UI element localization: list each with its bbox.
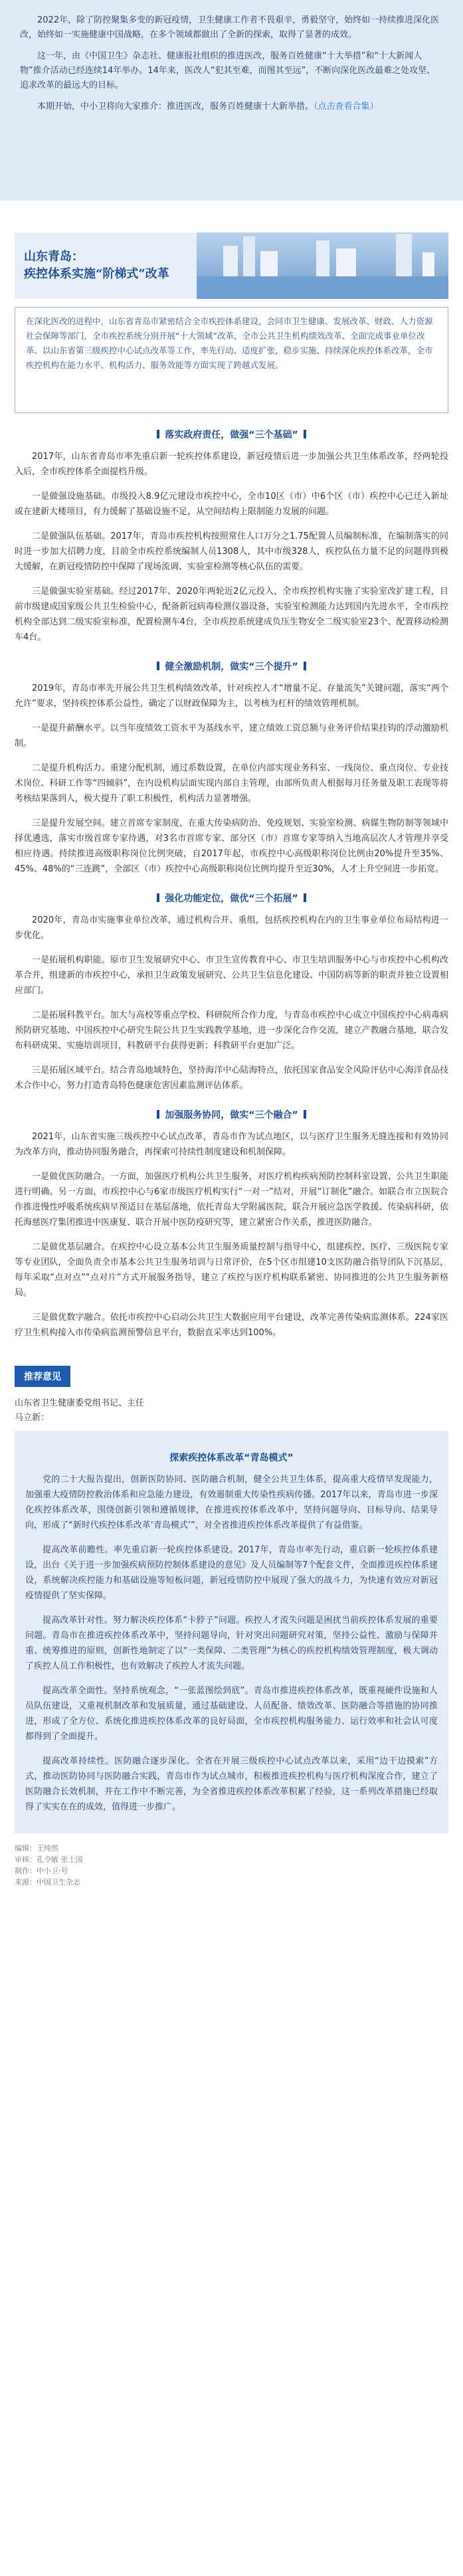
author-byline [15, 1396, 448, 1426]
section-heading: 落实政府责任，做强“三个基础” [15, 428, 448, 441]
section-banner [15, 232, 448, 299]
body-paragraph: 一是拓展机构职能。原市卫生发展研究中心、市卫生宣传教育中心、市卫生培训服务中心与市疾控中心机构改革合并，组建新的市疾控中心，承担卫生政策发展研究、公共卫生信息化建设、中国防病等新的职责并独立设置相应部门。 [15, 955, 448, 996]
credit-editor: 编辑：王纯然 [15, 1844, 58, 1853]
top-intro-box [0, 0, 463, 201]
author-name: 马立新： [15, 1413, 50, 1423]
section-heading: 健全激励机制，做实“三个提升” [15, 660, 448, 673]
recommendation-tag: 推荐意见 [15, 1366, 70, 1387]
body-paragraph: 2020年，青岛市实施事业单位改革，通过机构合并、重组，包括疾控机构在内的卫生事业单位布局结构进一步优化。 [15, 915, 448, 941]
body-paragraph: 提高改革全面性。坚持系统观念，“一张蓝图绘到底”。青岛市推进疾控体系改革，既重视硬件设施和人员队伍建设，又重视机制改革和发展质量，通过基础建设、人员配备、绩效改革、医防融合等措施的协同推进，形成了全方位、系统化推进疾控体系改革的良好局面，全市疾控机构服务能力、运行效率和社会认可度都得到了全面提升。 [25, 1686, 438, 1742]
body-paragraph: 2021年，山东省实施三级疾控中心试点改革，青岛市作为试点地区，以与医疗卫生服务无缝连接和有效协同为改革方向，推动协同服务融合，再探索可持续性制度建设和机制保障。 [15, 1132, 448, 1157]
banner-title-line2: 疾控体系实施“阶梯式”改革 [24, 267, 169, 281]
body-paragraph: 二是提升机构活力。重建分配机制，通过系数设置，在单位内部实现业务科室、一线岗位、重点岗位、专业技术岗位、科研工作等“四倾斜”，在内设机构层面实现内部自主管理，由部所负责人根据每月任务量及职工表现等将考核结果落到人，极大提升了职工积极性，机构活力显著增强。 [15, 763, 448, 804]
body-paragraph: 二是做优基层融合。在疾控中心设立基本公共卫生服务质量控制与指导中心，组建疾控、医疗、三级医院专家等专业团队，全面负责全市基本公共卫生服务培训与日常评价，在5个区市组建10支医防融合指导团队下沉基层，每年采取“点对点”“点对片”方式开展服务指导，建立了疾控与医疗机构联系紧密、协同推进的公共卫生服务新格局。 [15, 1242, 448, 1298]
section-heading: 强化功能定位，做优“三个拓展” [15, 891, 448, 905]
author-title: 山东省卫生健康委党组书记、主任 [15, 1398, 145, 1408]
body-paragraph: 二是做强队伍基础。2017年，青岛市疾控机构按照常住人口万分之1.75配置人员编制标准，在编制落实的同时进一步加大招聘力度，目前全市疾控系统编制人员1308人，其中市级328人，疾控队伍力量不足的问题得到极大缓解，在新冠疫情防控中保障了现场流调、实验室检测等核心队伍的需要。 [15, 531, 448, 572]
city-skyline-image [197, 232, 448, 299]
intro-paragraph [20, 100, 443, 114]
body-paragraph: 2017年，山东省青岛市率先重启新一轮疾控体系建设，新冠疫情后进一步加强公共卫生体系改革，经两轮投入后，全市疾控体系全面提档升级。 [15, 452, 448, 477]
summary-box: 在深化医改的进程中，山东省青岛市紧密结合全市疾控体系建设，会同市卫生健康、发展改革、财政、人力资源社会保障等部门，全市疾控系统分别开展“十大领域”改革，全市公共卫生机构绩效改革、全面完成事业单位改革、以山东省第三级疾控中心试点改革等工作，率先行动、适度扩张，稳步实施、持续深化疾控体系改革，全市疾控机构在能力水平、机构活力、服务效能等方面实现了跨越式发展。 [15, 307, 448, 413]
body-paragraph: 二是拓展科教平台。加大与高校等重点学校、科研院所合作力度，与青岛市疾控中心成立中国疾控中心病毒病预防研究基地、中国疾控中心研究生院公共卫生实践教学基地，进一步深化合作交流，建立产教融合基地，联合发布科研成果、实施培训项目，科教研平台获得更新；科教研平台更加广泛。 [15, 1010, 448, 1051]
body-paragraph: 一是做强设施基础。市级投入8.9亿元建设市疾控中心，全市10区（市）中6个区（市）疾控中心已迁入新址或在建新大楼项目，有力缓解了基础设施不足，从空间结构上限制能力发展的问题。 [15, 492, 448, 517]
body-paragraph: 2019年，青岛市率先开展公共卫生机构绩效改革，针对疾控人才“增量不足、存量流失”关键问题，落实“两个允许”要求，坚持疾控体系公益性，确定了以财政保障为主，以考核为杠杆的绩效管理机制。 [15, 684, 448, 709]
article-body [0, 428, 463, 1340]
credit-reviewer: 审核：孔令敏 张士国 [15, 1855, 83, 1864]
intro-text: 本期开始，中小卫将向大家推介：推进医改，服务百姓健康十大新举措。 [37, 102, 314, 112]
body-paragraph: 一是做优医防融合。一方面，加强医疗机构公共卫生服务，对医疗机构疾病预防控制科室设置、公共卫生职能进行明确。另一方面，市疾控中心与6家市级医疗机构实行“一对一”结对，开展“订制化”融合。如联合市立医院合作推进慢性呼吸系统疾病早预适目在基层落地，依托青岛大学附属医院，联合开展应急医学救援、传染病科研，依托海慈医疗集团推进中医康复、联合开展中医防疫研究等，建立紧密合作关系，推进医防融合。 [15, 1172, 448, 1228]
credits [15, 1843, 448, 1888]
body-paragraph: 提高改革针对性。努力解决疾控体系“卡脖子”问题。疾控人才流失问题是困扰当前疾控体系发展的重要问题。青岛市在推进疾控体系改革中，坚持问题导向，针对突出问题研究对策，坚持公益性、激励与保障并重、统筹推进的原则，创新性地制定了以“一类保障、二类管理”为核心的疾控机构绩效管理制度，极大调动了疾控人员工作积极性，也有效解决了疾控人才流失问题。 [25, 1615, 438, 1671]
recommendation-box [15, 1431, 448, 1833]
body-paragraph: 三是做优数字融合。依托市疾控中心启动公共卫生大数据应用平台建设，改革完善传染病监测体系。224家医疗卫生机构接入市传染病监测预警信息平台，数据直采率达到100%。 [15, 1313, 448, 1338]
body-paragraph: 提高改革持续性。医防融合逐步深化。全省在开展三级疾控中心试点改革以来，采用“边干边摸索”方式，推动医防协同与医防融合实践，青岛市作为试点城市，积极推进疾控机构与医疗机构深度合作，建立了医防融合长效机制，并在工作中不断完善，为全省推进疾控体系改革积累了经验，这一系列改革措施已经取得了实实在在的成效，值得进一步推广。 [25, 1756, 438, 1812]
credit-source: 来源：中国卫生杂志 [15, 1878, 80, 1886]
collection-link[interactable]: （点击查看合集） [314, 102, 379, 112]
body-paragraph: 三是提升发展空间。建立首席专家制度，在重大传染病防治、免疫规划、实验室检测、病媒生物防制等领域中择优遴选，落实市级首席专家待遇，对3名市首席专家、部分区（市）首席专家等纳入当地高层次人才管理并享受相应待遇。持续推进高级职称岗位比例突破，自2017年起，市疾控中心高级职称岗位比例由20%提升至35%、45%、48%的“三连跳”，全部区（市）疾控中心高级职称岗位比例均提升至近30%，人才上升空间进一步拓宽。 [15, 818, 448, 874]
intro-paragraph: 这一年，由《中国卫生》杂志社、健康报社组织的推进医改，服务百姓健康“十大举措”和“十大新闻人物”推介活动已经连续14年举办。14年来，医改人“犯其至难，而图其至远”，不断向深化医改最难之处攻坚、追求改革的最远大的目标。 [20, 51, 436, 90]
body-paragraph: 三是拓展区域平台。结合青岛地域特色，坚持海洋中心陆海特点，依托国家食品安全风险评估中心海洋食品技术合作中心，努力打造青岛特色健康危害因素监测评估体系。 [15, 1065, 448, 1091]
body-paragraph: 提高改革前瞻性。率先重启新一轮疾控体系建设。2017年，青岛市率先行动，重启新一轮疾控体系建设，出台《关于进一步加强疾病预防控制体系建设的意见》及人员编制等7个配套文件，全面推进疾控体系建设，系统解决疾控能力和基础设施等短板问题，新冠疫情防控中展现了强大的战斗力，为快速有效应对新冠疫情提供了坚实保障。 [25, 1545, 438, 1601]
body-paragraph: 党的二十大报告提出，创新医防协同、医防融合机制，健全公共卫生体系，提高重大疫情早发现能力，加强重大疫情防控救治体系和应急能力建设，有效遏制重大传染性疾病传播。2017年以来，青岛市进一步深化疾控体系改革，围绕创新引领和遵循规律，在推进疾控体系改革中，坚持问题导向、目标导向、结果导向，形成了“新时代疾控体系改革‘青岛模式’”，对全省推进疾控体系改革提供了有益借鉴。 [25, 1475, 438, 1530]
body-paragraph: 三是做强实验室基础。经过2017年、2020年两轮近2亿元投入，全市疾控机构实施了实验室改扩建工程，目前市级建成国家级公共卫生检验中心，配备新冠病毒检测仪器设备，实验室检测能力达到国内先进水平，全市疾控机构全部达到二级实验室标准，配置检测车4台，全市疾控系统建成负压生物安全二级实验室23个、配置移动检测车4台。 [15, 587, 448, 642]
section-heading: 加强服务协同，做实“三个融合” [15, 1108, 448, 1121]
section-heading: 探索疾控体系改革“青岛模式” [169, 1453, 294, 1463]
intro-paragraph: 2022年，除了防控聚集多变的新冠疫情，卫生健康工作者不畏艰辛，勇毅坚守，始终如一持续推进深化医改，始终如一实施健康中国战略，在多个领域都做出了全新的探索，取得了显著的成效。 [20, 15, 440, 40]
body-paragraph: 一是提升薪酬水平。以当年度绩效工资水平为基线水平，建立绩效工资总额与业务评价结果挂钩的浮动激励机制。 [15, 723, 448, 749]
banner-title-line1: 山东青岛： [24, 250, 84, 264]
credit-producer: 制作：中小卫·号 [15, 1867, 68, 1875]
